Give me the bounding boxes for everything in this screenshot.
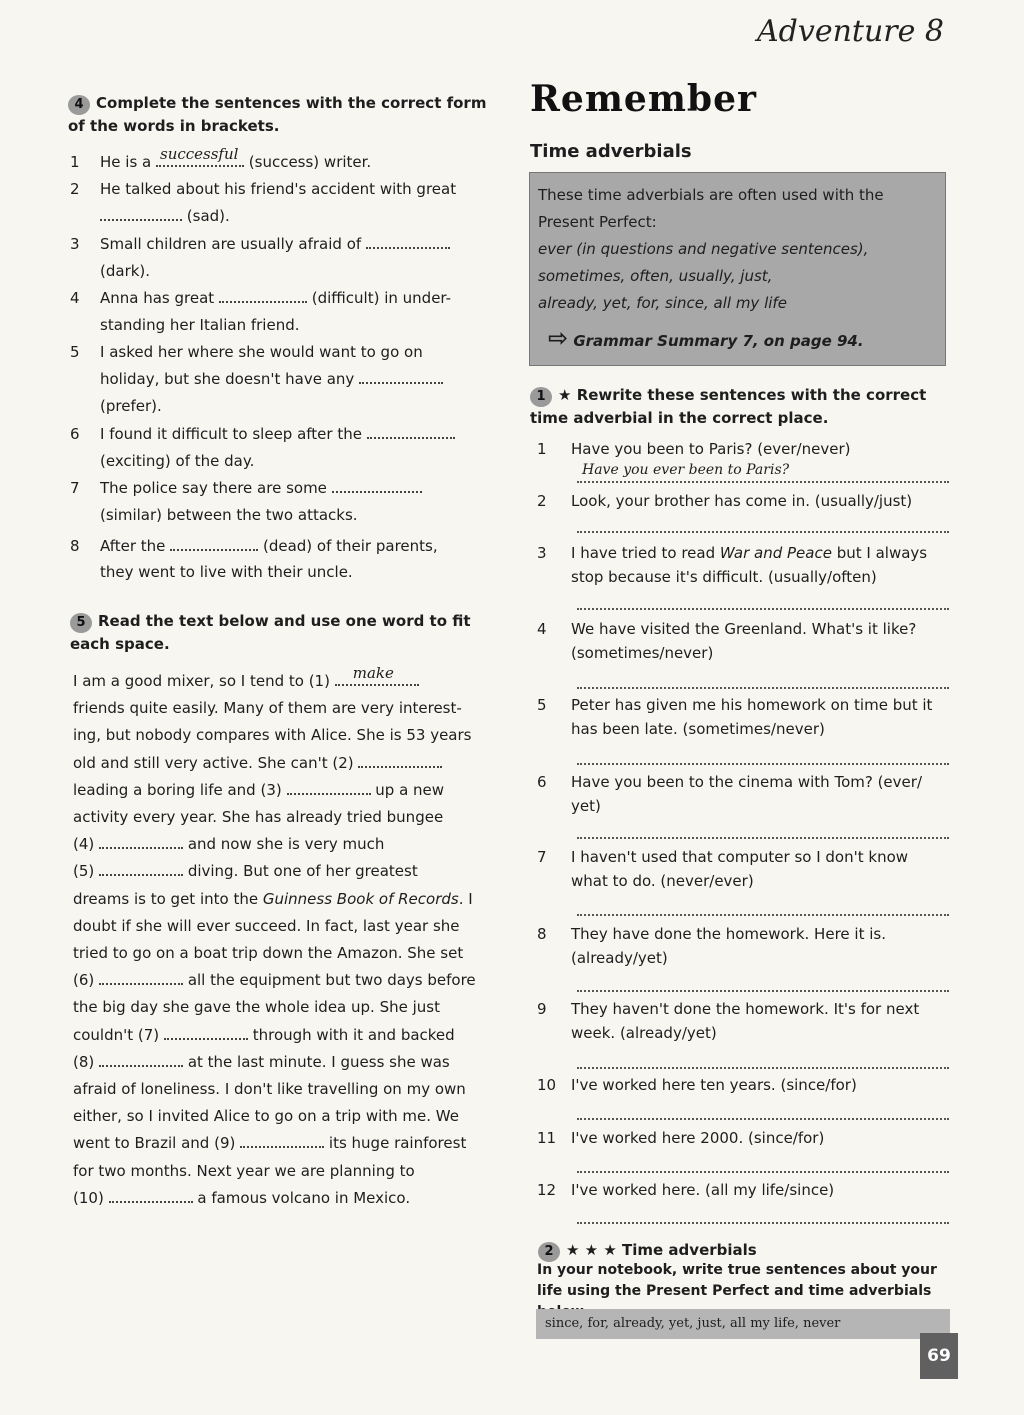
item-text: They haven't done the homework. It's for next week. (already/yet) xyxy=(571,1000,920,1042)
answer-line[interactable] xyxy=(577,1117,949,1120)
item-text: (similar) between the two attacks. xyxy=(100,506,358,524)
item-number: 3 xyxy=(70,235,80,253)
answer-blank[interactable] xyxy=(366,233,450,249)
handwritten-answer: successful xyxy=(160,145,239,163)
book-title: Guinness Book of Records xyxy=(262,889,459,908)
item-text: (difficult) in under- xyxy=(311,289,452,307)
answer-line[interactable] xyxy=(577,480,949,483)
item-number: 5 xyxy=(70,343,80,361)
item-text: After the xyxy=(100,537,166,555)
item-text: Anna has great xyxy=(100,289,215,307)
item-text: they went to live with their uncle. xyxy=(100,563,353,581)
remember-subtitle: Time adverbials xyxy=(530,141,692,162)
item-text: I have tried to read xyxy=(571,544,720,562)
text-line: (8) xyxy=(73,1052,95,1071)
ex5-number: 5 xyxy=(70,613,92,633)
star-icon: ★ xyxy=(558,386,572,404)
book-title: War and Peace xyxy=(719,544,832,562)
item-text: He is a xyxy=(100,153,152,171)
text-line: diving. But one of her greatest xyxy=(187,862,418,881)
item-text: (exciting) of the day. xyxy=(100,452,255,470)
ex2-number: 2 xyxy=(538,1242,560,1262)
item-number: 7 xyxy=(70,479,80,497)
answer-blank-5[interactable] xyxy=(99,860,183,876)
ex4-number: 4 xyxy=(68,95,90,115)
item-text: I've worked here ten years. (since/for) xyxy=(571,1076,857,1094)
page-header: Adventure 8 xyxy=(757,14,944,49)
item-number: 10 xyxy=(537,1076,557,1094)
text-line: (4) xyxy=(73,835,95,854)
text-line: its huge rainforest xyxy=(328,1134,467,1153)
text-line: doubt if she will ever succeed. In fact, last year she xyxy=(73,916,460,935)
arrow-right-icon: ⇨ xyxy=(548,324,569,352)
answer-blank[interactable] xyxy=(219,287,307,303)
remember-title: Remember xyxy=(530,78,757,120)
item-number: 6 xyxy=(537,773,547,791)
answer-blank-9[interactable] xyxy=(240,1132,324,1148)
ex4-instruction: Complete the sentences with the correct form of the words in brackets. xyxy=(68,94,487,135)
text-line: activity every year. She has already tried bungee xyxy=(73,808,444,827)
grammar-link-text: Grammar Summary 7, on page 94. xyxy=(573,332,864,350)
item-number: 11 xyxy=(537,1129,557,1147)
answer-line[interactable] xyxy=(577,1221,949,1224)
text-line: a famous volcano in Mexico. xyxy=(197,1188,411,1207)
text-line: and now she is very much xyxy=(187,835,385,854)
answer-line[interactable] xyxy=(577,530,949,533)
ex2-instruction: In your notebook, write true sentences about your life using the Present Perfect and time adverbials xyxy=(537,1262,937,1299)
ex5-instruction: Read the text below and use one word to fit each space. xyxy=(70,612,471,653)
remember-box xyxy=(529,172,946,366)
grammar-summary-link[interactable] xyxy=(548,325,864,355)
adverbials-box: since, for, already, yet, just, all my life, never xyxy=(536,1309,950,1339)
answer-blank-7[interactable] xyxy=(164,1024,248,1040)
item-number: 5 xyxy=(537,696,547,714)
answer-blank[interactable] xyxy=(332,477,422,493)
item-text: I asked her where she would want to go on xyxy=(100,343,423,361)
item-text: The police say there are some xyxy=(100,479,327,497)
item-number: 8 xyxy=(537,925,547,943)
item-text: I haven't used that computer so I don't know what to do. (never/ever) xyxy=(571,848,909,890)
ex1-number: 1 xyxy=(530,387,552,407)
item-text: standing her Italian friend. xyxy=(100,316,300,334)
answer-blank[interactable] xyxy=(359,368,443,384)
answer-line[interactable] xyxy=(577,762,949,765)
item-text: (prefer). xyxy=(100,397,162,415)
ex2-heading xyxy=(538,1239,958,1262)
text-line: leading a boring life and (3) xyxy=(73,780,282,799)
answer-blank-10[interactable] xyxy=(109,1187,193,1203)
text-line: friends quite easily. Many of them are very interest- xyxy=(73,699,462,718)
item-number: 8 xyxy=(70,537,80,555)
item-number: 6 xyxy=(70,425,80,443)
box-text: already, yet, for, since, all my life xyxy=(538,294,787,312)
text-line: either, so I invited Alice to go on a trip with me. We xyxy=(73,1107,459,1126)
text-line: went to Brazil and (9) xyxy=(73,1134,236,1153)
answer-blank-8[interactable] xyxy=(99,1051,183,1067)
text-line: at the last minute. I guess she was xyxy=(187,1052,450,1071)
item-text: I found it difficult to sleep after the xyxy=(100,425,362,443)
ex4-heading xyxy=(68,92,498,137)
item-number: 12 xyxy=(537,1181,557,1199)
box-text: These time adverbials are often used with the xyxy=(538,186,884,204)
item-number: 3 xyxy=(537,544,547,562)
item-text: (success) writer. xyxy=(248,153,372,171)
ex1-instruction: Rewrite these sentences with the correct time adverbial in the correct place. xyxy=(530,386,927,427)
text-line: through with it and backed xyxy=(252,1025,455,1044)
handwritten-answer: Have you ever been to Paris? xyxy=(582,462,790,478)
answer-blank[interactable] xyxy=(170,535,258,551)
text-line: (6) xyxy=(73,971,95,990)
answer-blank[interactable] xyxy=(367,423,455,439)
answer-blank[interactable] xyxy=(156,145,244,167)
text-line: ing, but nobody compares with Alice. She is 53 years xyxy=(73,726,472,745)
item-text: Have you been to Paris? (ever/never) xyxy=(571,440,851,458)
text-line: (10) xyxy=(73,1188,104,1207)
item-number: 4 xyxy=(70,289,80,307)
item-text: We have visited the Greenland. What's it like? (sometimes/never) xyxy=(571,620,917,662)
box-text: ever (in questions and negative sentences), xyxy=(538,240,869,258)
item-text: Small children are usually afraid of xyxy=(100,235,362,253)
text-line: (5) xyxy=(73,862,95,881)
item-number: 2 xyxy=(70,180,80,198)
text-line: . I xyxy=(458,889,473,908)
item-number: 2 xyxy=(537,492,547,510)
item-number: 7 xyxy=(537,848,547,866)
text-line: I am a good mixer, so I tend to (1) xyxy=(73,672,330,690)
item-number: 1 xyxy=(537,440,547,458)
text-line: couldn't (7) xyxy=(73,1025,160,1044)
text-line: up a new xyxy=(375,780,445,799)
answer-blank-1[interactable] xyxy=(335,664,419,686)
answer-blank-6[interactable] xyxy=(99,969,183,985)
item-text: He talked about his friend's accident with great xyxy=(100,180,457,198)
star-icon: ★ ★ ★ xyxy=(566,1241,617,1259)
text-line: tried to go on a boat trip down the Amazon. She set xyxy=(73,944,464,963)
page-number: 69 xyxy=(920,1333,958,1379)
item-text: (dead) of their parents, xyxy=(262,537,438,555)
answer-blank[interactable] xyxy=(100,205,182,221)
item-text: Have you been to the cinema with Tom? (ever/ yet) xyxy=(571,773,922,815)
item-text: I've worked here. (all my life/since) xyxy=(571,1181,835,1199)
text-line: all the equipment but two days before xyxy=(187,971,476,990)
answer-line[interactable] xyxy=(577,1170,949,1173)
text-line: dreams is to get into the xyxy=(73,889,259,908)
item-text: (dark). xyxy=(100,262,151,280)
answer-line[interactable] xyxy=(577,686,949,689)
item-number: 4 xyxy=(537,620,547,638)
answer-line[interactable] xyxy=(577,607,949,610)
item-text: I've worked here 2000. (since/for) xyxy=(571,1129,825,1147)
item-text: but I always stop because it's difficult. (usually/often) xyxy=(571,544,928,586)
item-text: Look, your brother has come in. (usually/just) xyxy=(571,492,913,510)
ex1-heading xyxy=(530,384,950,429)
answer-blank-2[interactable] xyxy=(358,752,442,768)
item-number: 1 xyxy=(70,153,80,171)
item-number: 9 xyxy=(537,1000,547,1018)
text-line: afraid of loneliness. I don't like travelling on my own xyxy=(73,1080,466,1099)
item-text: Peter has given me his homework on time but it has been late. (sometimes/never) xyxy=(571,696,933,738)
box-text: Present Perfect: xyxy=(538,213,657,231)
box-text: sometimes, often, usually, just, xyxy=(538,267,773,285)
item-text: (sad). xyxy=(186,207,230,225)
answer-line[interactable] xyxy=(577,989,949,992)
ex5-heading xyxy=(70,610,500,655)
handwritten-answer: make xyxy=(352,664,394,682)
answer-line[interactable] xyxy=(577,913,949,916)
answer-blank-3[interactable] xyxy=(287,779,371,795)
answer-blank-4[interactable] xyxy=(99,833,183,849)
answer-line[interactable] xyxy=(577,1066,949,1069)
text-line: the big day she gave the whole idea up. She just xyxy=(73,998,440,1017)
item-text: They have done the homework. Here it is. (already/yet) xyxy=(571,925,886,967)
ex2-title: Time adverbials xyxy=(622,1241,757,1259)
text-line: for two months. Next year we are planning to xyxy=(73,1161,415,1180)
ex5-text xyxy=(73,664,493,1212)
item-text: holiday, but she doesn't have any xyxy=(100,370,355,388)
answer-line[interactable] xyxy=(577,836,949,839)
text-line: old and still very active. She can't (2) xyxy=(73,753,354,772)
